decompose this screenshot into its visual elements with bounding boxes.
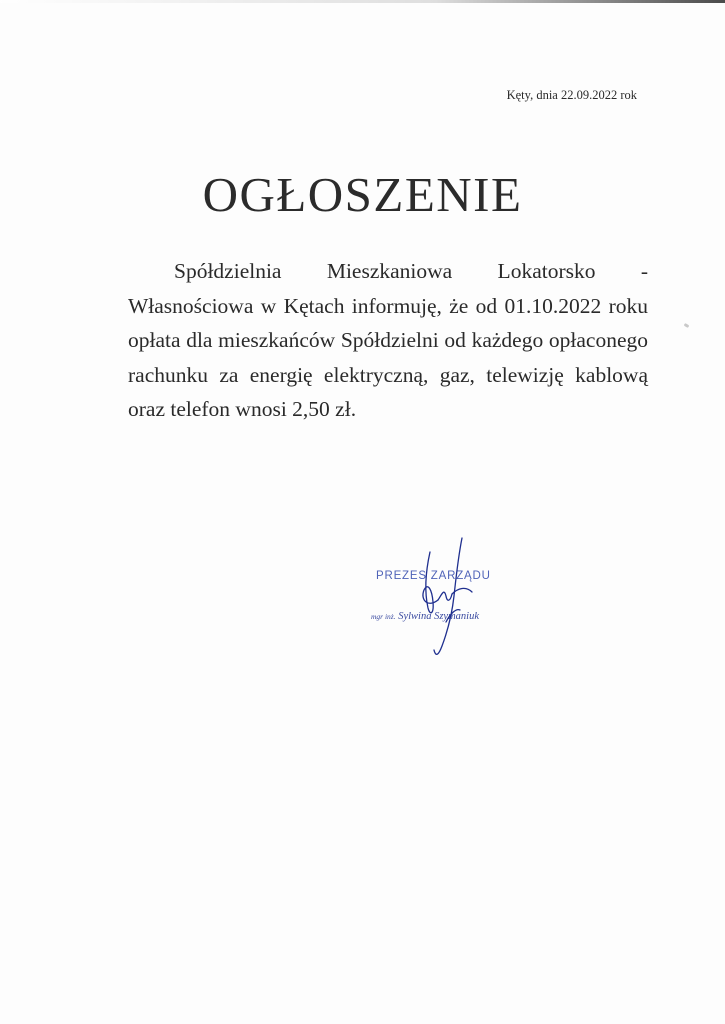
board-stamp	[366, 570, 536, 630]
scan-edge	[0, 0, 725, 3]
scan-speck	[684, 323, 690, 328]
page-title: OGŁOSZENIE	[202, 167, 523, 222]
stamp-name-line	[371, 611, 479, 622]
place-date: Kęty, dnia 22.09.2022 rok	[506, 88, 637, 102]
stamp-title: PREZES ZARZĄDU	[376, 570, 491, 582]
announcement-body: Spółdzielnia Mieszkaniowa Lokatorsko - Własnościowa w Kętach informuję, że od 01.10.2022 roku opłata dla mieszkańców Spółdzielni od każdego opłaconego rachunku za energię elektryczną, gaz, telewizję kablową oraz telefon wnosi 2,50 zł.	[128, 259, 648, 421]
stamp-name-prefix: mgr inż.	[371, 612, 396, 621]
stamp-name: Sylwina Szymaniuk	[398, 611, 479, 622]
